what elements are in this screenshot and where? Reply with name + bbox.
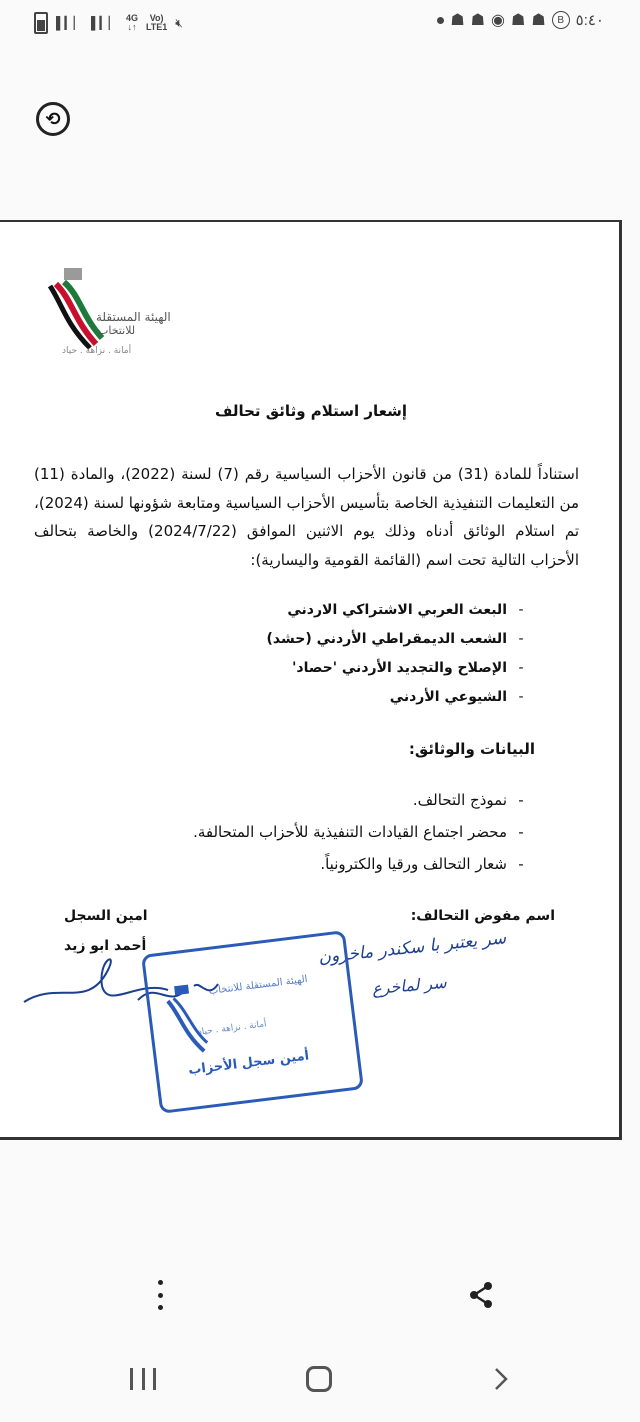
snapchat-icon: ☗ [470, 12, 485, 29]
list-item: -نموذج التحالف. [412, 791, 524, 809]
registrar-name: أحمد ابو زيد [64, 938, 147, 954]
badge-icon: B [552, 11, 570, 29]
status-left [34, 12, 183, 34]
snapchat-icon: ☗ [531, 12, 546, 29]
document-title: إشعار استلام وثائق تحالف [214, 402, 407, 420]
rotate-icon[interactable]: ⟲ [36, 102, 70, 136]
notification-dot-icon [437, 17, 444, 24]
recents-icon[interactable] [130, 1368, 156, 1390]
list-item: -الشعب الديمقراطي الأردني (حشد) [266, 631, 524, 647]
list-item: -شعار التحالف ورقيا والكترونياً. [320, 855, 524, 873]
stamp-office: أمين سجل الأحزاب [187, 1048, 310, 1079]
official-stamp [141, 930, 364, 1114]
snapchat-icon: ☗ [510, 12, 526, 29]
list-item: -محضر اجتماع القيادات التنفيذية للأحزاب المتحالفة. [193, 823, 524, 841]
stamp-tagline: أمانة . نزاهة . حياد [197, 1019, 268, 1038]
document-image [0, 220, 622, 1140]
representative-handwriting: سر يعتبر با سكندر ماخرون [317, 928, 508, 968]
document-paragraph: استناداً للمادة (31) من قانون الأحزاب السياسية رقم (7) لسنة (2022)، والمادة (11) من التعليمات التنفيذية الخاصة بتأسيس الأحزاب السياسية ومتابعة شؤونها لسنة (2024)، تم استلام الوثائق أدناه وذلك يوم الاثنين الموافق (2024/7/22) والخاصة بتحالف الأحزاب التالية تحت اسم (القائمة القومية واليسارية): [34, 465, 579, 569]
representative-label: اسم مفوض التحالف: [410, 908, 555, 924]
home-icon[interactable] [306, 1366, 332, 1392]
registrar-label: امين السجل [64, 908, 148, 924]
representative-handwriting-2: سر لماخرع [371, 972, 448, 999]
battery-icon [34, 12, 48, 34]
back-icon[interactable] [488, 1366, 514, 1392]
status-right [437, 10, 604, 30]
messenger-icon: ◉ [491, 12, 505, 29]
stamp-name: الهيئة المستقلة للانتخاب [208, 974, 309, 998]
network-4g: 4G ↓↑ [125, 13, 138, 32]
mute-icon: 🔇︎ [175, 15, 183, 30]
signal-icon-2: ▌▎▏ [90, 16, 118, 30]
navigation-bar [0, 1350, 640, 1422]
documents-heading: البيانات والوثائق: [408, 740, 535, 758]
list-item: -الإصلاح والتجديد الأردني 'حصاد' [292, 660, 524, 676]
list-item: -الشيوعي الأردني [389, 689, 524, 705]
logo-tagline: أمانة . نزاهة . حياد [62, 346, 132, 356]
status-bar [0, 0, 640, 48]
parties-list [135, 596, 535, 712]
logo-title: الهيئة المستقلة [96, 310, 171, 324]
list-item: -البعث العربي الاشتراكي الاردني [287, 602, 524, 618]
documents-list [135, 784, 535, 880]
clock: ٥:٤٠ [575, 12, 604, 29]
signal-icon: ▌▎▏ [56, 16, 83, 30]
snapchat-icon: ☗ [450, 12, 465, 29]
network-volte: Vo) LTE1 [145, 13, 168, 32]
more-options-icon[interactable] [148, 1280, 172, 1310]
logo-subtitle: للانتخاب [98, 324, 136, 337]
stamp-logo-icon [162, 981, 211, 1065]
share-icon[interactable] [466, 1280, 496, 1310]
